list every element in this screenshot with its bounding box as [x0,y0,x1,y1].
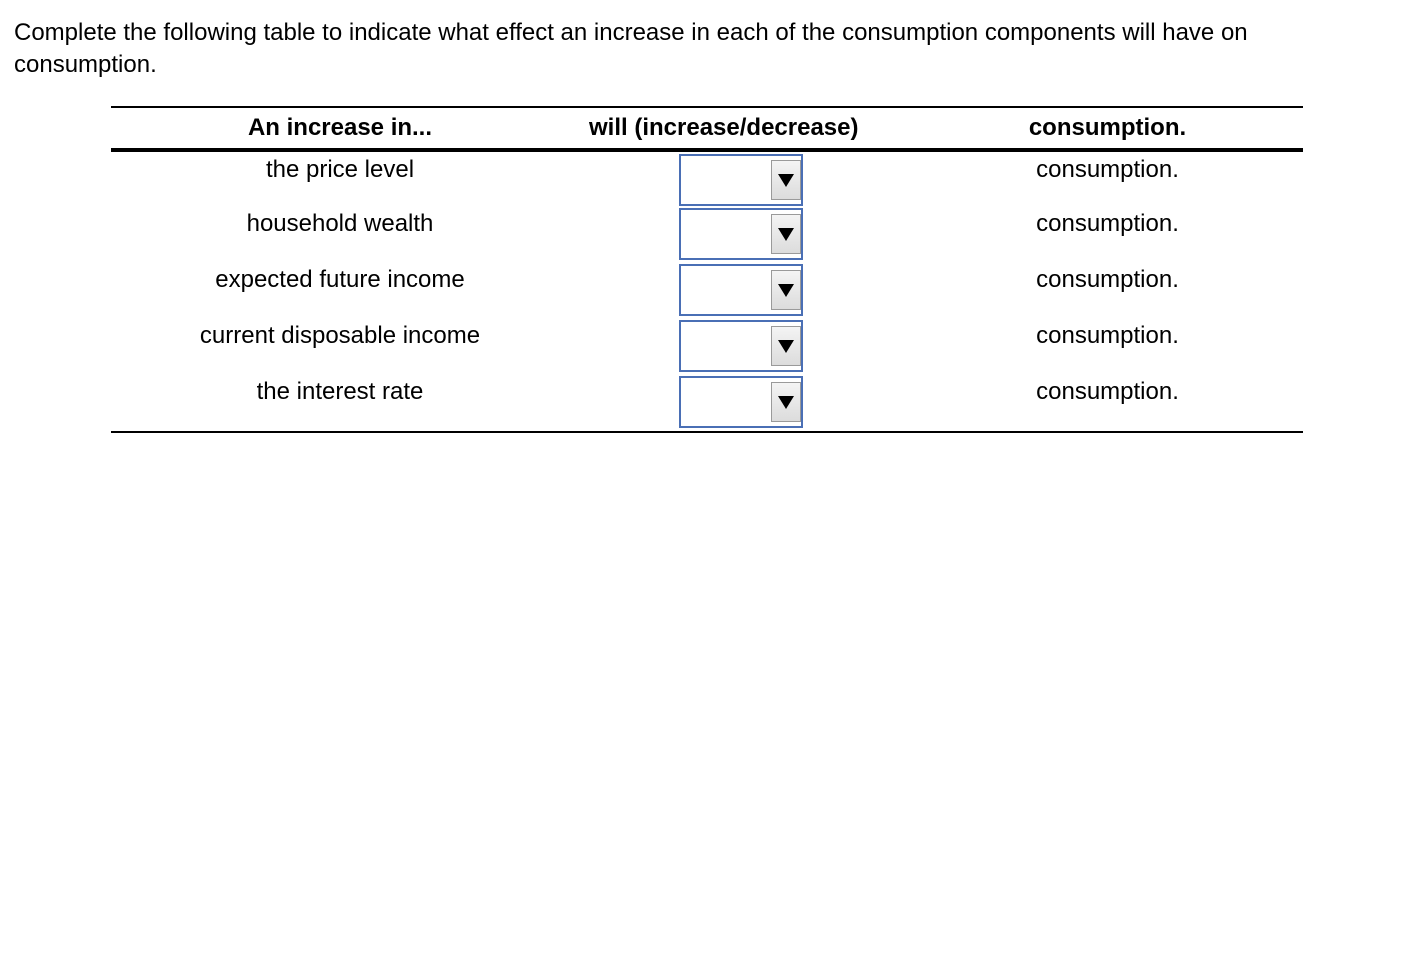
triangle-down-icon[interactable] [771,382,801,422]
effect-dropdown-household-wealth[interactable] [679,208,803,260]
table-row [111,206,1303,262]
row-suffix: consumption. [1036,266,1179,293]
effect-dropdown-interest-rate[interactable] [679,376,803,428]
row-label-expected-future-income: expected future income [215,266,465,293]
row-suffix: consumption. [1036,378,1179,405]
row-suffix: consumption. [1036,156,1179,183]
row-suffix: consumption. [1036,210,1179,237]
effect-dropdown-current-disposable-income[interactable] [679,320,803,372]
table-header-row [111,107,1303,150]
header-effect: will (increase/decrease) [569,107,912,150]
triangle-down-icon[interactable] [771,270,801,310]
row-label-interest-rate: the interest rate [256,378,424,405]
table-row [111,262,1303,318]
table-row [111,318,1303,374]
effect-dropdown-price-level[interactable] [679,154,803,206]
row-label-household-wealth: household wealth [246,210,434,237]
table-row [111,150,1303,206]
instructions-text: Complete the following table to indicate what effect an increase in each of the consumption components will have on consumption. [14,19,1248,78]
header-increase-in: An increase in... [111,107,569,150]
header-consumption: consumption. [912,107,1303,150]
triangle-down-icon[interactable] [771,326,801,366]
row-label-current-disposable-income: current disposable income [199,322,481,349]
effects-table [111,106,1303,433]
row-suffix: consumption. [1036,322,1179,349]
table-row [111,374,1303,432]
row-label-price-level: the price level [265,156,415,183]
triangle-down-icon[interactable] [771,160,801,200]
triangle-down-icon[interactable] [771,214,801,254]
effect-dropdown-expected-future-income[interactable] [679,264,803,316]
